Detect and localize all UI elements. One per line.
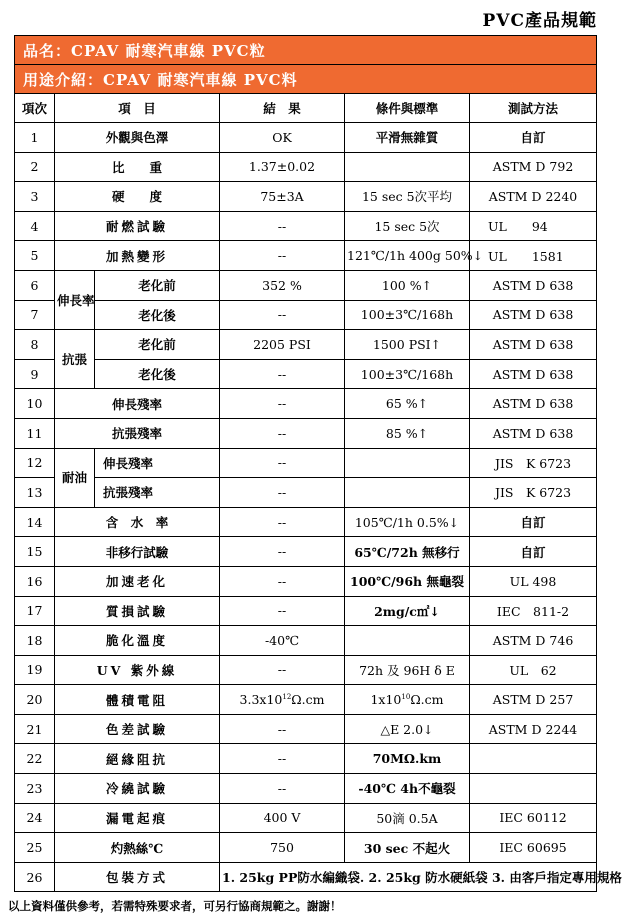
row-no: 19 <box>15 655 55 685</box>
row-condition: 85 %↑ <box>345 418 470 448</box>
row-item: 抗張殘率 <box>55 418 220 448</box>
row-group: 伸長率 <box>55 270 95 329</box>
row-no: 24 <box>15 803 55 833</box>
table-row <box>15 478 597 508</box>
row-item: 色差試驗 <box>55 714 220 744</box>
row-result: -- <box>220 744 345 774</box>
row-condition: 100±3℃/168h <box>345 359 470 389</box>
row-no: 5 <box>15 241 55 271</box>
usage-description: 用途介紹：CPAV 耐寒汽車線 PVC料 <box>15 65 597 94</box>
table-row <box>15 418 597 448</box>
row-item: 絕緣阻抗 <box>55 744 220 774</box>
row-method: ASTM D 638 <box>470 330 597 360</box>
row-condition: 105℃/1h 0.5%↓ <box>345 507 470 537</box>
row-condition: 100 %↑ <box>345 270 470 300</box>
row-result: -- <box>220 655 345 685</box>
row-result: 400 V <box>220 803 345 833</box>
row-item: 質損試驗 <box>55 596 220 626</box>
table-row <box>15 241 597 271</box>
row-condition <box>345 685 470 715</box>
row-method: UL 1581 <box>470 241 597 271</box>
row-no: 18 <box>15 626 55 656</box>
table-row <box>15 744 597 774</box>
row-item: 冷繞試驗 <box>55 774 220 804</box>
row-item: 硬 度 <box>55 182 220 212</box>
row-condition: 100℃/96h 無龜裂 <box>345 566 470 596</box>
row-item: 伸長殘率 <box>95 448 220 478</box>
row-item: 灼熱絲℃ <box>55 833 220 863</box>
row-method: 自訂 <box>470 507 597 537</box>
header-row <box>15 94 597 123</box>
row-condition: 100±3℃/168h <box>345 300 470 330</box>
row-condition: 72h 及 96H δ E <box>345 655 470 685</box>
row-item: 抗張殘率 <box>95 478 220 508</box>
row-result: -- <box>220 418 345 448</box>
row-item: 老化前 <box>95 330 220 360</box>
table-row <box>15 152 597 182</box>
row-condition: 2mg/c㎡↓ <box>345 596 470 626</box>
row-item: 漏電起痕 <box>55 803 220 833</box>
row-condition: 70MΩ.km <box>345 744 470 774</box>
row-item: 非移行試驗 <box>55 537 220 567</box>
row-packaging: 1. 25kg PP防水編織袋. 2. 25kg 防水硬紙袋 3. 由客戶指定專用規格 <box>220 862 597 892</box>
row-condition: 30 sec 不起火 <box>345 833 470 863</box>
table-row <box>15 714 597 744</box>
row-item: 包裝方式 <box>55 862 220 892</box>
result-unit: Ω.cm <box>291 692 325 708</box>
row-result: -- <box>220 359 345 389</box>
row-result: 2205 PSI <box>220 330 345 360</box>
result-exponent: 12 <box>282 692 292 701</box>
row-no: 15 <box>15 537 55 567</box>
row-condition <box>345 626 470 656</box>
row-item: 伸長殘率 <box>55 389 220 419</box>
table-row <box>15 537 597 567</box>
row-condition: -40℃ 4h不龜裂 <box>345 774 470 804</box>
table-row <box>15 507 597 537</box>
usage-row <box>15 65 597 94</box>
row-method: ASTM D 2244 <box>470 714 597 744</box>
table-row <box>15 270 597 300</box>
table-row <box>15 566 597 596</box>
row-method: ASTM D 638 <box>470 418 597 448</box>
row-condition <box>345 478 470 508</box>
row-result: -- <box>220 566 345 596</box>
row-condition: 平滑無雜質 <box>345 123 470 153</box>
row-method: ASTM D 638 <box>470 389 597 419</box>
row-item: 比 重 <box>55 152 220 182</box>
row-group: 耐油 <box>55 448 95 507</box>
table-row <box>15 862 597 892</box>
table-row <box>15 655 597 685</box>
row-no: 20 <box>15 685 55 715</box>
table-row <box>15 330 597 360</box>
row-condition: 65 %↑ <box>345 389 470 419</box>
table-row <box>15 626 597 656</box>
table-row <box>15 833 597 863</box>
row-no: 8 <box>15 330 55 360</box>
row-result: 75±3A <box>220 182 345 212</box>
row-method: 自訂 <box>470 537 597 567</box>
row-condition <box>345 448 470 478</box>
row-no: 21 <box>15 714 55 744</box>
row-no: 22 <box>15 744 55 774</box>
row-no: 10 <box>15 389 55 419</box>
row-result: -- <box>220 507 345 537</box>
table-row <box>15 182 597 212</box>
row-no: 14 <box>15 507 55 537</box>
row-method: ASTM D 257 <box>470 685 597 715</box>
product-name-row <box>15 36 597 65</box>
row-result: -- <box>220 241 345 271</box>
table-row <box>15 359 597 389</box>
result-base: 3.3x10 <box>239 692 283 708</box>
table-row <box>15 123 597 153</box>
row-result: -- <box>220 774 345 804</box>
row-item: 加熱變形 <box>55 241 220 271</box>
row-result: -- <box>220 537 345 567</box>
row-no: 13 <box>15 478 55 508</box>
row-result <box>220 685 345 715</box>
table-row <box>15 300 597 330</box>
row-no: 1 <box>15 123 55 153</box>
row-method: IEC 60695 <box>470 833 597 863</box>
row-item: 脆化溫度 <box>55 626 220 656</box>
row-no: 3 <box>15 182 55 212</box>
spec-table <box>14 35 622 892</box>
row-method: UL 94 <box>470 211 597 241</box>
row-method <box>470 774 597 804</box>
row-condition <box>345 152 470 182</box>
row-result: -- <box>220 596 345 626</box>
table-row <box>15 389 597 419</box>
page-title: PVC產品規範 <box>482 11 597 31</box>
row-result: -- <box>220 211 345 241</box>
row-no: 4 <box>15 211 55 241</box>
row-no: 6 <box>15 270 55 300</box>
row-condition: 121℃/1h 400g 50%↓ <box>345 241 470 271</box>
product-name: 品名：CPAV 耐寒汽車線 PVC粒 <box>15 36 597 65</box>
row-condition: 1500 PSI↑ <box>345 330 470 360</box>
row-condition: △E 2.0↓ <box>345 714 470 744</box>
row-method: ASTM D 638 <box>470 270 597 300</box>
row-no: 12 <box>15 448 55 478</box>
condition-base: 1x10 <box>370 692 402 708</box>
row-method: ASTM D 638 <box>470 300 597 330</box>
row-no: 17 <box>15 596 55 626</box>
row-method: JIS K 6723 <box>470 448 597 478</box>
row-no: 25 <box>15 833 55 863</box>
row-condition: 50滴 0.5A <box>345 803 470 833</box>
row-method: IEC 811-2 <box>470 596 597 626</box>
table-row <box>15 774 597 804</box>
row-method: ASTM D 2240 <box>470 182 597 212</box>
row-no: 9 <box>15 359 55 389</box>
condition-exponent: 10 <box>401 692 411 701</box>
row-condition: 15 sec 5次平均 <box>345 182 470 212</box>
header-method: 測試方法 <box>470 94 597 123</box>
row-item: 老化前 <box>95 270 220 300</box>
row-result: OK <box>220 123 345 153</box>
row-no: 23 <box>15 774 55 804</box>
row-method: IEC 60112 <box>470 803 597 833</box>
table-row <box>15 803 597 833</box>
row-group: 抗張 <box>55 330 95 389</box>
row-method: ASTM D 792 <box>470 152 597 182</box>
table-row <box>15 685 597 715</box>
row-item: 老化後 <box>95 359 220 389</box>
row-no: 7 <box>15 300 55 330</box>
row-method: UL 62 <box>470 655 597 685</box>
table-row <box>15 448 597 478</box>
row-result: -- <box>220 714 345 744</box>
row-result: 750 <box>220 833 345 863</box>
row-method: 自訂 <box>470 123 597 153</box>
row-method: ASTM D 746 <box>470 626 597 656</box>
row-item: 老化後 <box>95 300 220 330</box>
row-item: 外觀與色澤 <box>55 123 220 153</box>
row-no: 2 <box>15 152 55 182</box>
row-method <box>470 744 597 774</box>
header-no: 項次 <box>15 94 55 123</box>
footnote: 以上資料僅供參考，若需特殊要求者，可另行協商規範之。謝謝！ <box>8 899 342 913</box>
row-result: -40℃ <box>220 626 345 656</box>
header-condition: 條件與標準 <box>345 94 470 123</box>
table-row <box>15 596 597 626</box>
row-method: JIS K 6723 <box>470 478 597 508</box>
row-item: UV 紫外線 <box>55 655 220 685</box>
row-result: 352 % <box>220 270 345 300</box>
row-no: 11 <box>15 418 55 448</box>
row-no: 16 <box>15 566 55 596</box>
row-condition: 15 sec 5次 <box>345 211 470 241</box>
condition-unit: Ω.cm <box>410 692 444 708</box>
header-item: 項 目 <box>55 94 220 123</box>
header-result: 結 果 <box>220 94 345 123</box>
row-result: -- <box>220 448 345 478</box>
row-no: 26 <box>15 862 55 892</box>
table-row <box>15 211 597 241</box>
row-condition: 65℃/72h 無移行 <box>345 537 470 567</box>
row-result: -- <box>220 389 345 419</box>
row-result: -- <box>220 300 345 330</box>
row-item: 含 水 率 <box>55 507 220 537</box>
row-method: ASTM D 638 <box>470 359 597 389</box>
row-item: 體積電阻 <box>55 685 220 715</box>
row-method: UL 498 <box>470 566 597 596</box>
row-item: 加速老化 <box>55 566 220 596</box>
row-result: -- <box>220 478 345 508</box>
row-item: 耐燃試驗 <box>55 211 220 241</box>
row-result: 1.37±0.02 <box>220 152 345 182</box>
